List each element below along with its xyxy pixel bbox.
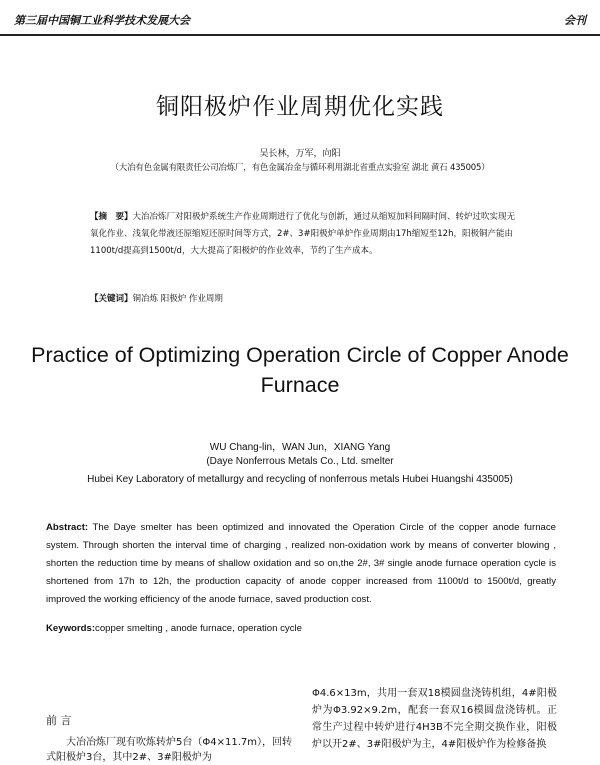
english-abstract-label: Abstract: xyxy=(46,522,89,533)
body-left-column xyxy=(46,735,296,765)
chinese-keywords-label: 【关键词】 xyxy=(90,294,133,304)
english-abstract-text: The Daye smelter has been optimized and innovated the Operation Circle of the copper anode furnace system. Through shorten the interval time of charging , realized non-oxidation work by means of converter blowing , shorten the reduction time by means of shallow oxidation and so on,the 2#, 3# single anode furnace operation cycle is shortened from 17h to 12h, the production capacity of anode copper increased from 1100t/d to 1500t/d, greatly improved the working efficiency of the anode furnace, saved production cost. xyxy=(46,522,556,605)
english-abstract xyxy=(46,519,556,609)
english-authors: WU Chang-lin，WAN Jun，XIANG Yang xyxy=(209,442,391,453)
chinese-abstract-text: 大冶冶炼厂对阳极炉系统生产作业周期进行了优化与创新，通过从缩短加料间隔时间、转炉过吹实现无氧化作业、浅氧化带液还原缩短还原时间等方式，2#、3#阳极炉单炉作业周期由17h缩短至12h，阳极铜产能由1100t/d提高到1500t/d，大大提高了阳极炉的作业效率，节约了生产成本。 xyxy=(90,212,516,256)
body-right-column xyxy=(312,685,557,753)
english-keywords xyxy=(46,623,556,634)
english-organization: (Daye Nonferrous Metals Co., Ltd. smelter xyxy=(206,456,394,467)
english-keywords-text: copper smelting , anode furnace, operation cycle xyxy=(95,623,302,634)
chinese-authors: 吴长林，万军，向阳 xyxy=(259,149,341,159)
body-right-paragraph: Φ4.6×13m，共用一套双18模圆盘浇铸机组，4#阳极炉为Φ3.92×9.2m，配套一套双16模圆盘浇铸机。正常生产过程中转炉进行4H3B不完全期交换作业，阳极炉以开2#、3#阳极炉为主，4#阳极炉作为检修备换 xyxy=(312,688,557,750)
running-header-label: 会刊 xyxy=(564,14,586,27)
section-heading: 前 言 xyxy=(46,714,72,727)
english-title: Practice of Optimizing Operation Circle of Copper Anode Furnace xyxy=(31,343,569,397)
running-header-title: 第三届中国铜工业科学技术发展大会 xyxy=(14,14,190,27)
chinese-keywords-text: 铜冶炼 阳极炉 作业周期 xyxy=(132,294,223,304)
english-laboratory: Hubei Key Laboratory of metallurgy and recycling of nonferrous metals Hubei Huangshi 435005) xyxy=(87,474,513,485)
body-left-paragraph: 大冶冶炼厂现有吹炼转炉5台（Φ4×11.7m），回转式阳极炉3台，其中2#、3#阳极炉为 xyxy=(46,737,292,763)
chinese-keywords xyxy=(90,292,520,304)
chinese-abstract xyxy=(90,209,520,260)
chinese-affiliation: （大冶有色金属有限责任公司冶炼厂，有色金属冶金与循环利用湖北省重点实验室 湖北 黄石 435005） xyxy=(110,163,490,173)
header-divider xyxy=(0,34,600,36)
chinese-abstract-label: 【摘 要】 xyxy=(90,212,133,222)
chinese-title: 铜阳极炉作业周期优化实践 xyxy=(156,94,444,120)
english-keywords-label: Keywords: xyxy=(46,623,96,634)
